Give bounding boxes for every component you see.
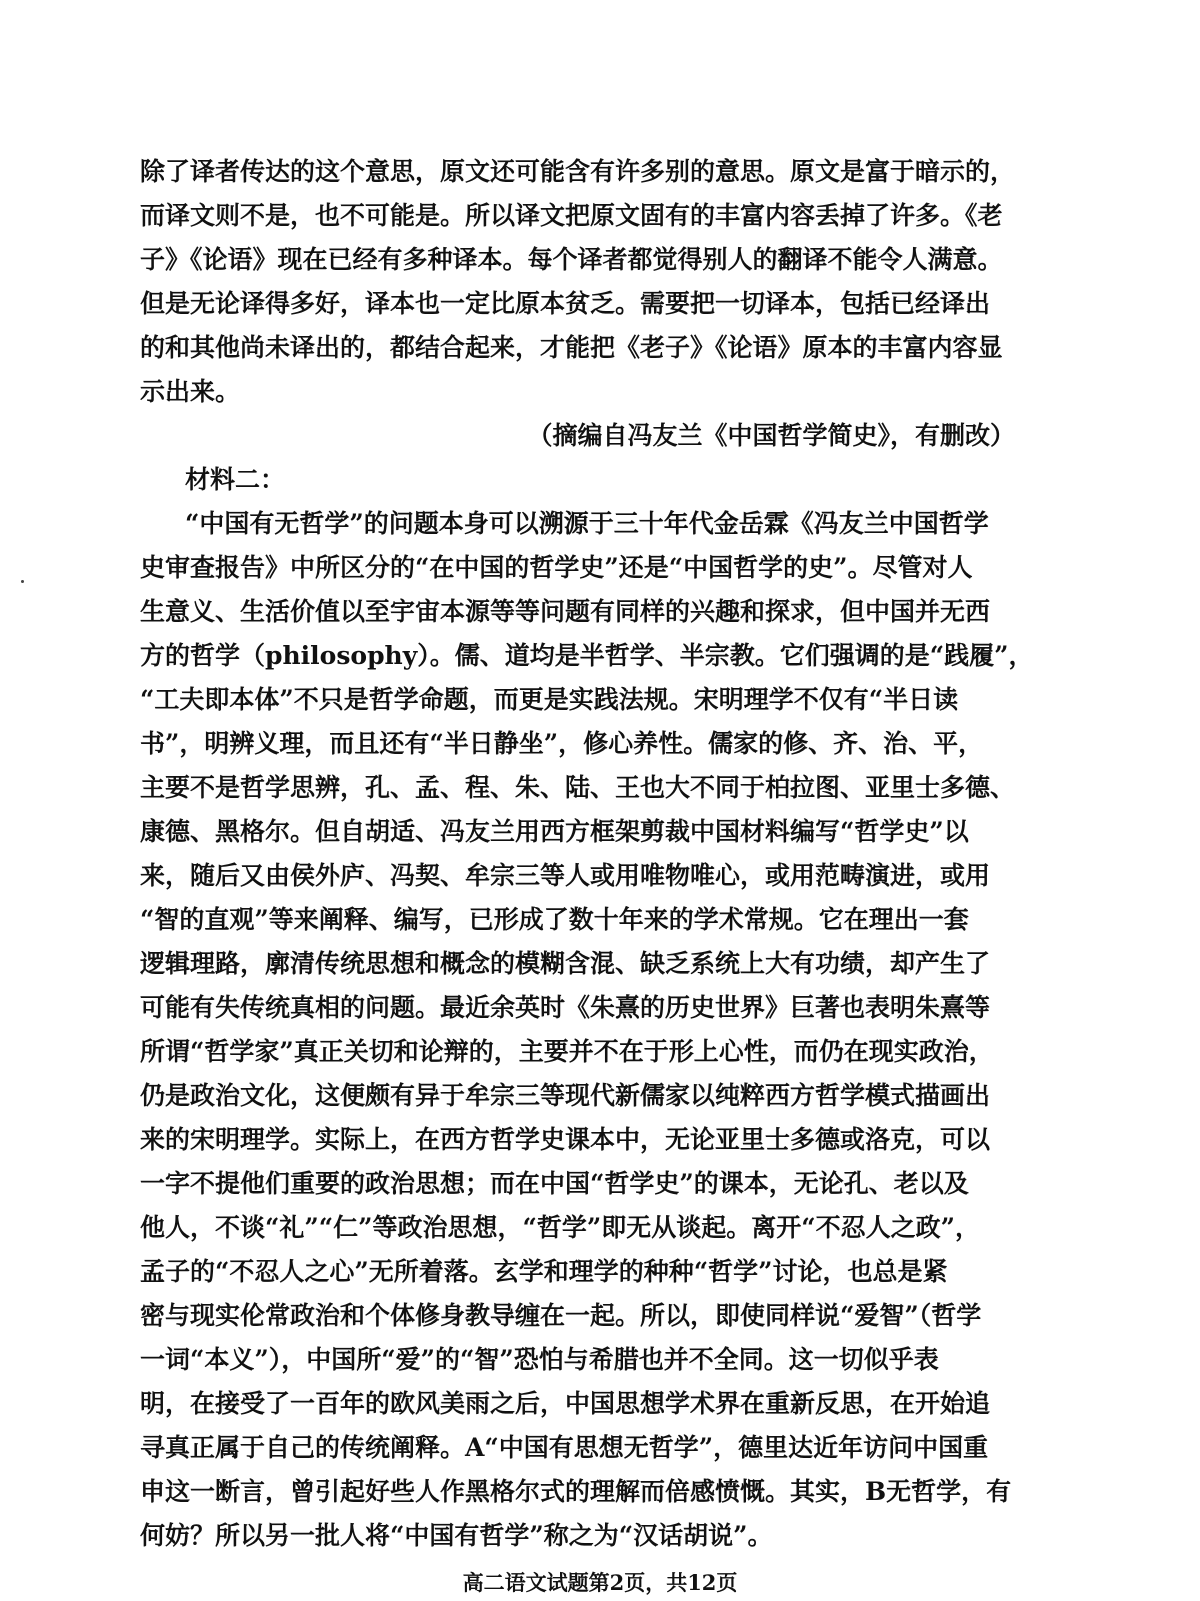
text-line: 主要不是哲学思辨，孔、孟、程、朱、陆、王也大不同于柏拉图、亚里士多德、 <box>140 773 1016 802</box>
text-line: 除了译者传达的这个意思，原文还可能含有许多别的意思。原文是富于暗示的， <box>140 157 1016 186</box>
text-line: 的和其他尚未译出的，都结合起来，才能把《老子》《论语》原本的丰富内容显 <box>140 333 1003 362</box>
text-line: 申这一断言，曾引起好些人作黑格尔式的理解而倍感愤慨。其实，B无哲学，有 <box>140 1477 1012 1506</box>
text-line: 所谓“哲学家”真正关切和论辩的，主要并不在于形上心性，而仍在现实政治， <box>140 1037 994 1066</box>
text-line: 仍是政治文化，这便颇有异于牟宗三等现代新儒家以纯粹西方哲学模式描画出 <box>140 1081 991 1110</box>
text-line: 子》《论语》现在已经有多种译本。每个译者都觉得别人的翻译不能令人满意。 <box>140 245 1003 274</box>
text-line: 明，在接受了一百年的欧风美雨之后，中国思想学术界在重新反思，在开始追 <box>140 1389 991 1418</box>
text-line: 何妨？所以另一批人将“中国有哲学”称之为“汉话胡说”。 <box>140 1521 773 1550</box>
text-line: 方的哲学（philosophy）。儒、道均是半哲学、半宗教。它们强调的是“践履”， <box>140 641 1034 670</box>
text-line: 寻真正属于自己的传统阐释。A“中国有思想无哲学”，德里达近年访问中国重 <box>140 1433 989 1462</box>
text-line: 生意义、生活价值以至宇宙本源等等问题有同样的兴趣和探求，但中国并无西 <box>140 597 991 626</box>
text-line: “中国有无哲学”的问题本身可以溯源于三十年代金岳霖《冯友兰中国哲学 <box>185 509 989 538</box>
text-line: 来的宋明理学。实际上，在西方哲学史课本中，无论亚里士多德或洛克，可以 <box>140 1125 991 1154</box>
text-line: 史审查报告》中所区分的“在中国的哲学史”还是“中国哲学的史”。尽管对人 <box>140 553 973 582</box>
text-line: “智的直观”等来阐释、编写，已形成了数十年来的学术常规。它在理出一套 <box>140 905 969 934</box>
stray-mark <box>21 580 24 583</box>
text-line: 来，随后又由侯外庐、冯契、牟宗三等人或用唯物唯心，或用范畴演进，或用 <box>140 861 991 890</box>
text-line: 逻辑理路，廓清传统思想和概念的模糊含混、缺乏系统上大有功绩，却产生了 <box>140 949 991 978</box>
text-line: 康德、黑格尔。但自胡适、冯友兰用西方框架剪裁中国材料编写“哲学史”以 <box>140 817 969 846</box>
text-line: 他人，不谈“礼”“仁”等政治思想，“哲学”即无从谈起。离开“不忍人之政”， <box>140 1213 981 1242</box>
text-line: 孟子的“不忍人之心”无所着落。玄学和理学的种种“哲学”讨论，也总是紧 <box>140 1257 948 1286</box>
text-line: 而译文则不是，也不可能是。所以译文把原文固有的丰富内容丢掉了许多。《老 <box>140 201 1003 230</box>
text-line: 可能有失传统真相的问题。最近余英时《朱熹的历史世界》巨著也表明朱熹等 <box>140 993 991 1022</box>
text-line: 密与现实伦常政治和个体修身教导缠在一起。所以，即使同样说“爱智”（哲学 <box>140 1301 982 1330</box>
text-line: 示出来。 <box>140 377 241 406</box>
text-line: 一字不提他们重要的政治思想；而在中国“哲学史”的课本，无论孔、老以及 <box>140 1169 969 1198</box>
text-line: 但是无论译得多好，译本也一定比原本贫乏。需要把一切译本，包括已经译出 <box>140 289 991 318</box>
page-footer: 高二语文试题第2页，共12页 <box>462 1570 738 1595</box>
text-line: “工夫即本体”不只是哲学命题，而更是实践法规。宋明理学不仅有“半日读 <box>140 685 959 714</box>
citation: （摘编自冯友兰《中国哲学简史》，有删改） <box>527 421 1015 450</box>
text-line: 书”，明辨义理，而且还有“半日静坐”，修心养性。儒家的修、齐、治、平， <box>140 729 984 758</box>
text-line: 一词“本义”），中国所“爱”的“智”恐怕与希腊也并不全同。这一切似乎表 <box>140 1345 939 1374</box>
section-heading: 材料二： <box>185 465 286 494</box>
